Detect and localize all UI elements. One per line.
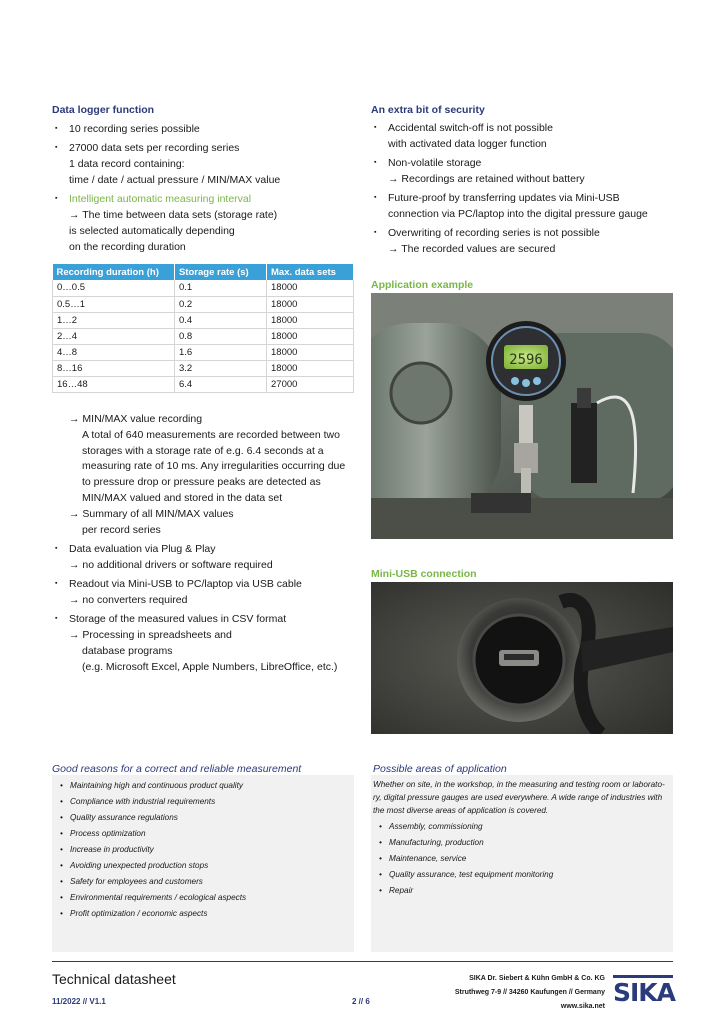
table-cell: 0.1 [175, 280, 267, 296]
table-cell: 0.5…1 [53, 296, 175, 312]
column-header: Storage rate (s) [175, 264, 267, 280]
list-item: ▪ 27000 data sets per recording series 1 data record containing: time / date / actual pressure / MIN/MAX value [52, 140, 354, 188]
list-item: • Avoiding unexpected production stops [52, 858, 352, 874]
table-row [53, 296, 354, 312]
mini-usb-heading: Mini-USB connection [371, 568, 477, 580]
list-item: ▪ Intelligent automatic measuring interval → The time between data sets (storage rate) is selected automatically depending on the recording duration [52, 191, 354, 255]
list-item: • Process optimization [52, 826, 352, 842]
table-row [53, 280, 354, 296]
list-item: • Maintaining high and continuous product quality [52, 778, 352, 794]
list-item: • Quality assurance, test equipment monitoring [371, 867, 671, 883]
table-row [53, 344, 354, 360]
list-item: • Assembly, commissioning [371, 819, 671, 835]
column-header: Recording duration (h) [53, 264, 175, 280]
table-cell: 1.6 [175, 344, 267, 360]
version-label: 11/2022 // V1.1 [52, 997, 106, 1006]
table-cell: 0.8 [175, 328, 267, 344]
page-number: 2 // 6 [352, 997, 370, 1006]
table-row [53, 312, 354, 328]
minmax-section [52, 412, 354, 675]
areas-title: Possible areas of application [373, 763, 507, 775]
table-cell: 1…2 [53, 312, 175, 328]
data-logger-heading: Data logger function [52, 104, 155, 116]
page-footer [52, 961, 676, 1011]
usb-port-image [371, 582, 673, 734]
company-website: www.sika.net [560, 1003, 605, 1010]
table-cell: 3.2 [175, 360, 267, 376]
list-item: • Environmental requirements / ecological aspects [52, 890, 352, 906]
table-cell: 18000 [267, 344, 354, 360]
list-item: • Manufacturing, production [371, 835, 671, 851]
table-cell: 16…48 [53, 376, 175, 392]
list-item: ▪ Storage of the measured values in CSV format → Processing in spreadsheets and database programs (e.g. Microsoft Excel, Apple Numbers, LibreOffice, etc.) [52, 611, 354, 675]
readout-list [52, 541, 354, 675]
application-areas-box [371, 763, 673, 952]
reasons-title: Good reasons for a correct and reliable measurement [52, 763, 302, 775]
list-item: ▪ Data evaluation via Plug & Play → no additional drivers or software required [52, 541, 354, 573]
table-cell: 27000 [267, 376, 354, 392]
sika-logo: SIKA [613, 975, 673, 1005]
minmax-text: → MIN/MAX value recording A total of 640 measurements are recorded between two storages with a storage rate of e.g. 6.4 seconds at a measuring rate of 10 ms. Any irregularities occurring due to pressure drop or pressure peaks are detected as MIN/MAX valued and stored in the data set → Summary of all MIN/MAX values per record series [69, 413, 346, 536]
table-header-row [53, 264, 354, 280]
data-logger-list [52, 121, 354, 255]
list-item: ▪ 10 recording series possible [52, 121, 354, 137]
areas-intro: Whether on site, in the workshop, in the measuring and testing room or laborato- ry, digital pressure gauges are used everywhere. A wide range of industries with the most diverse areas of application is covered. [373, 780, 665, 815]
list-item: ▪ Readout via Mini-USB to PC/laptop via USB cable → no converters required [52, 576, 354, 608]
document-type: Technical datasheet [52, 971, 176, 987]
table-cell: 18000 [267, 360, 354, 376]
table-cell: 0.2 [175, 296, 267, 312]
list-item: • Safety for employees and customers [52, 874, 352, 890]
application-example-heading: Application example [371, 279, 474, 291]
table-cell: 18000 [267, 296, 354, 312]
table-cell: 2…4 [53, 328, 175, 344]
table-cell: 8…16 [53, 360, 175, 376]
table-body [53, 280, 354, 392]
table-cell: 0…0.5 [53, 280, 175, 296]
security-heading: An extra bit of security [371, 104, 485, 116]
reasons-list [52, 778, 352, 922]
company-address: Struthweg 7-9 // 34260 Kaufungen // Germany [454, 989, 605, 996]
table-cell: 18000 [267, 328, 354, 344]
pressure-gauge-image [371, 293, 673, 539]
list-item: ▪ Overwriting of recording series is not possible → The recorded values are secured [371, 225, 673, 257]
list-item: ▪ Accidental switch-off is not possible with activated data logger function [371, 120, 673, 152]
list-item: • Maintenance, service [371, 851, 671, 867]
table-cell: 0.4 [175, 312, 267, 328]
table-cell: 6.4 [175, 376, 267, 392]
security-list [371, 120, 673, 257]
column-header: Max. data sets [267, 264, 354, 280]
list-item: ▪ Non-volatile storage → Recordings are retained without battery [371, 155, 673, 187]
highlight-text: ▪ Intelligent automatic measuring interval [69, 193, 252, 205]
data-logger-section [52, 104, 354, 255]
list-item: ▪ Future-proof by transferring updates via Mini-USB connection via PC/laptop into the digital pressure gauge [371, 190, 673, 222]
application-example-photo [371, 293, 673, 539]
measurement-reasons-box [52, 763, 354, 952]
table-cell: 4…8 [53, 344, 175, 360]
table-row [53, 328, 354, 344]
table-cell: 18000 [267, 312, 354, 328]
security-section [371, 104, 673, 257]
list-item: • Quality assurance regulations [52, 810, 352, 826]
company-name: SIKA Dr. Siebert & Kühn GmbH & Co. KG [469, 975, 605, 982]
gauge-display: 2596 [509, 352, 543, 368]
company-info [455, 972, 605, 1014]
list-item: • Increase in productivity [52, 842, 352, 858]
table-row [53, 360, 354, 376]
list-item: • Compliance with industrial requirements [52, 794, 352, 810]
list-item: • Repair [371, 883, 671, 899]
list-item: • Profit optimization / economic aspects [52, 906, 352, 922]
table-cell: 18000 [267, 280, 354, 296]
table-row [53, 376, 354, 392]
mini-usb-photo [371, 582, 673, 734]
areas-list [371, 819, 671, 899]
storage-rate-table [52, 264, 354, 393]
